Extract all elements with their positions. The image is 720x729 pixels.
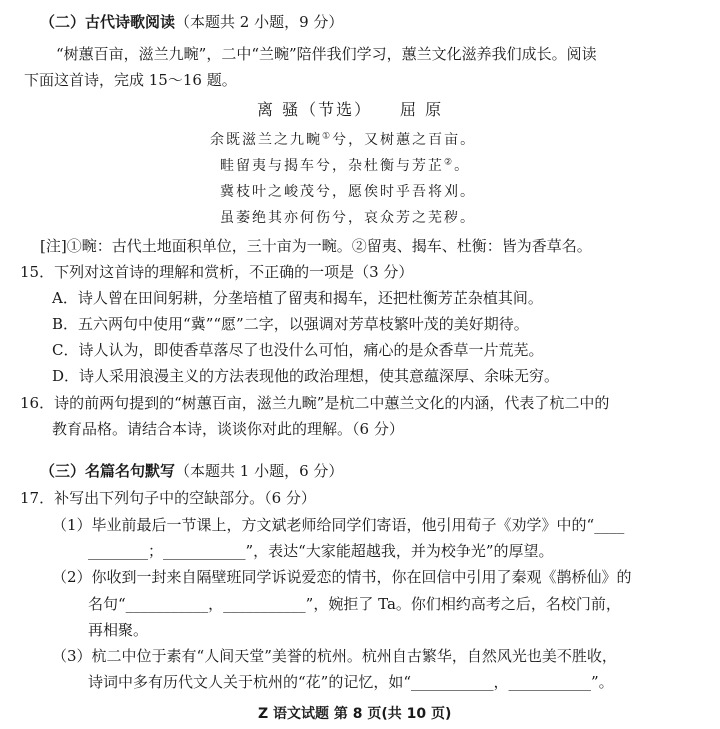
question-17: 17．补写出下列句子中的空缺部分。（6 分） <box>20 489 316 507</box>
q17-part1-line1: （1）毕业前最后一节课上，方文斌老师给同学们寄语，他引用荀子《劝学》中的“____ <box>52 516 625 534</box>
section2-heading <box>40 12 343 32</box>
poem-title: 离 骚（节选） <box>257 100 373 119</box>
page-footer: Z 语文试题 第 8 页(共 10 页) <box>258 706 452 722</box>
poem-line-2: 畦留夷与揭车兮，杂杜衡与芳芷②。 <box>220 157 471 174</box>
q17-part2-line1: （2）你收到一封来自隔壁班同学诉说爱恋的情书，你在回信中引用了秦观《鹊桥仙》的 <box>52 568 632 586</box>
question-16-line2: 教育品格。请结合本诗，谈谈你对此的理解。（6 分） <box>52 420 404 438</box>
section3-subtitle: （本题共 1 小题，6 分） <box>175 462 344 480</box>
q15-option-a: A．诗人曾在田间躬耕，分垄培植了留夷和揭车，还把杜衡芳芷杂植其间。 <box>52 289 543 307</box>
poem-line-1: 余既滋兰之九畹①兮，又树蕙之百亩。 <box>210 131 477 148</box>
q15-option-b: B．五六两句中使用“冀”“愿”二字，以强调对芳草枝繁叶茂的美好期待。 <box>52 315 529 333</box>
footnote-marker-1: ① <box>322 131 333 142</box>
poem-note: [注]①畹：古代土地面积单位，三十亩为一畹。②留夷、揭车、杜衡：皆为香草名。 <box>40 237 592 255</box>
section2-subtitle: （本题共 2 小题，9 分） <box>175 13 344 31</box>
question-16-line1: 16．诗的前两句提到的“树蕙百亩，滋兰九畹”是杭二中蕙兰文化的内涵，代表了杭二中的 <box>20 394 610 412</box>
q17-part3-line1: （3）杭二中位于素有“人间天堂”美誉的杭州。杭州自古繁华，自然风光也美不胜收， <box>52 647 617 665</box>
section2-title: （二）古代诗歌阅读 <box>40 13 176 31</box>
section3-title: （三）名篇名句默写 <box>40 462 176 480</box>
section2-intro-line1: “树蕙百亩，滋兰九畹”，二中“兰畹”陪伴我们学习，蕙兰文化滋养我们成长。阅读 <box>56 45 597 63</box>
section3-heading <box>40 461 343 481</box>
question-15: 15．下列对这首诗的理解和赏析，不正确的一项是（3 分） <box>20 263 414 281</box>
section2-intro-line2: 下面这首诗，完成 15～16 题。 <box>24 71 237 89</box>
q15-option-d: D．诗人采用浪漫主义的方法表现他的政治理想，使其意蕴深厚、余味无穷。 <box>52 367 560 385</box>
poem-line-4: 虽萎绝其亦何伤兮，哀众芳之芜秽。 <box>220 210 476 226</box>
poem-line-3: 冀枝叶之峻茂兮，愿俟时乎吾将刈。 <box>220 184 476 200</box>
poem-author: 屈 原 <box>400 100 444 119</box>
footnote-marker-2: ② <box>444 157 455 168</box>
q17-part3-line2: 诗词中多有历代文人关于杭州的“花”的记忆，如“___________，___________”。 <box>88 673 614 691</box>
q17-part2-line3: 再相聚。 <box>88 621 149 639</box>
q17-part1-line2: ________；___________”，表达“大家能超越我，并为校争光”的厚望。 <box>88 542 554 560</box>
q15-option-c: C．诗人认为，即使香草落尽了也没什么可怕，痛心的是众香草一片荒芜。 <box>52 341 544 359</box>
q17-part2-line2: 名句“___________，___________”，婉拒了 Ta。你们相约高考之后，名校门前， <box>88 595 621 613</box>
